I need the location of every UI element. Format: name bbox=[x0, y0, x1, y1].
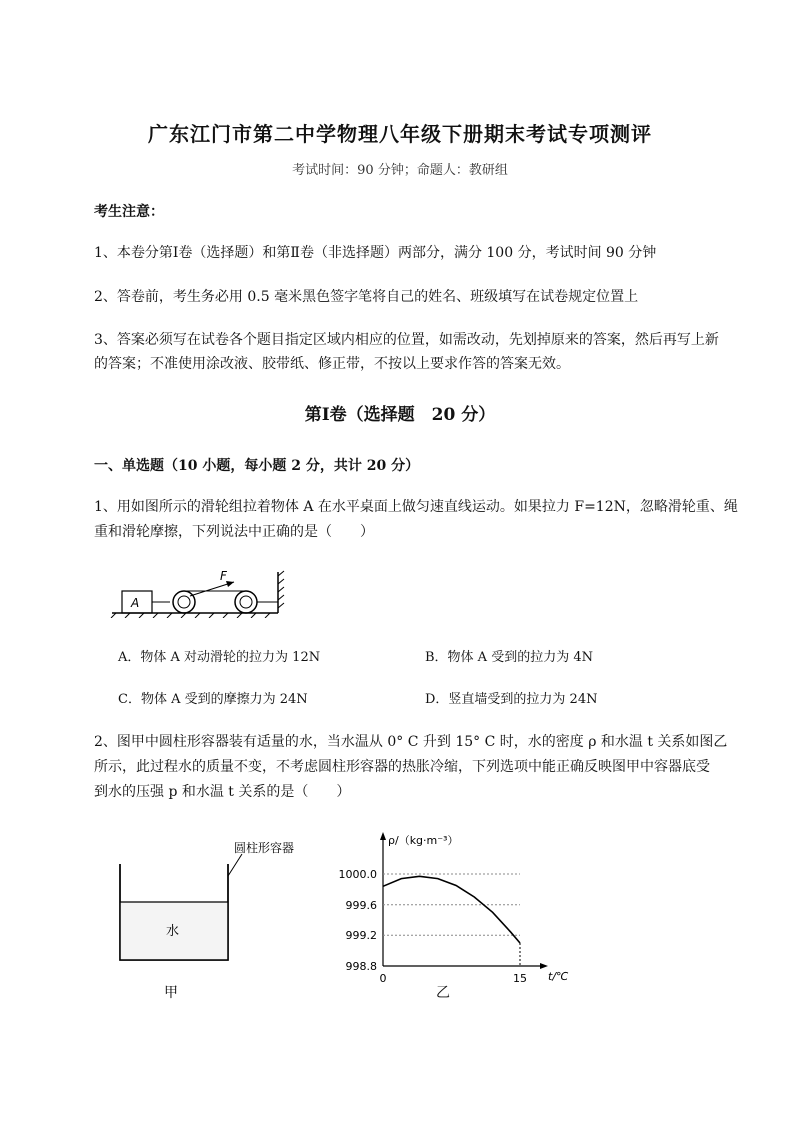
notice-item: 2、答卷前，考生务必用 0.5 毫米黑色签字笔将自己的姓名、班级填写在试卷规定位置上 bbox=[94, 289, 639, 305]
option-c[interactable]: C．物体 A 受到的摩擦力为 24N bbox=[118, 692, 308, 707]
question-2-text: 到水的压强 p 和水温 t 关系的是（ ） bbox=[94, 784, 351, 800]
option-b[interactable]: B．物体 A 受到的拉力为 4N bbox=[425, 650, 593, 665]
figure-a-caption: 甲 bbox=[164, 985, 178, 1001]
y-axis-label: ρ/（kg·m⁻³） bbox=[388, 834, 459, 847]
water-label: 水 bbox=[166, 924, 180, 939]
density-chart bbox=[330, 824, 600, 1004]
notice-heading: 考生注意： bbox=[94, 204, 164, 220]
section-subheading: 一、单选题（10 小题，每小题 2 分，共计 20 分） bbox=[94, 458, 420, 474]
page-title: 广东江门市第二中学物理八年级下册期末考试专项测评 bbox=[148, 122, 652, 146]
y-tick-label: 998.8 bbox=[345, 960, 377, 973]
notice-item: 的答案；不准使用涂改液、胶带纸、修正带，不按以上要求作答的答案无效。 bbox=[94, 356, 570, 372]
y-tick-label: 999.6 bbox=[345, 899, 377, 912]
page-subtitle: 考试时间：90 分钟；命题人：教研组 bbox=[292, 163, 508, 178]
x-tick-label: 0 bbox=[379, 972, 387, 985]
question-1-text: 1、用如图所示的滑轮组拉着物体 A 在水平桌面上做匀速直线运动。如果拉力 F=12N，忽略滑轮重、绳 bbox=[94, 499, 738, 515]
question-2-text: 所示，此过程水的质量不变，不考虑圆柱形容器的热胀冷缩，下列选项中能正确反映图甲中容器底受 bbox=[94, 759, 710, 775]
pulley-figure bbox=[110, 568, 290, 618]
fixed-pulley bbox=[235, 591, 257, 613]
container-label: 圆柱形容器 bbox=[234, 841, 295, 855]
option-a[interactable]: A．物体 A 对动滑轮的拉力为 12N bbox=[118, 650, 321, 665]
question-2-text: 2、图甲中圆柱形容器装有适量的水，当水温从 0° C 升到 15° C 时，水的密度 ρ 和水温 t 关系如图乙 bbox=[94, 734, 728, 750]
option-d[interactable]: D．竖直墙受到的拉力为 24N bbox=[425, 692, 598, 707]
y-tick-label: 999.2 bbox=[345, 929, 377, 942]
block-label: A bbox=[131, 596, 140, 610]
question-1-text: 重和滑轮摩擦，下列说法中正确的是（ ） bbox=[94, 524, 374, 540]
movable-pulley bbox=[173, 591, 195, 613]
section-title: 第Ⅰ卷（选择题 20 分） bbox=[304, 405, 496, 425]
x-axis-label: t/℃ bbox=[548, 970, 569, 983]
y-tick-label: 1000.0 bbox=[338, 868, 377, 881]
container-figure bbox=[110, 832, 320, 1002]
notice-item: 3、答案必须写在试卷各个题目指定区域内相应的位置，如需改动，先划掉原来的答案，然后再写上新 bbox=[94, 332, 719, 348]
density-curve bbox=[383, 876, 520, 943]
force-label: F bbox=[220, 569, 227, 583]
figure-b-caption: 乙 bbox=[436, 985, 450, 1001]
x-tick-label: 15 bbox=[513, 972, 527, 985]
notice-item: 1、本卷分第Ⅰ卷（选择题）和第Ⅱ卷（非选择题）两部分，满分 100 分，考试时间 90 分钟 bbox=[94, 245, 657, 261]
